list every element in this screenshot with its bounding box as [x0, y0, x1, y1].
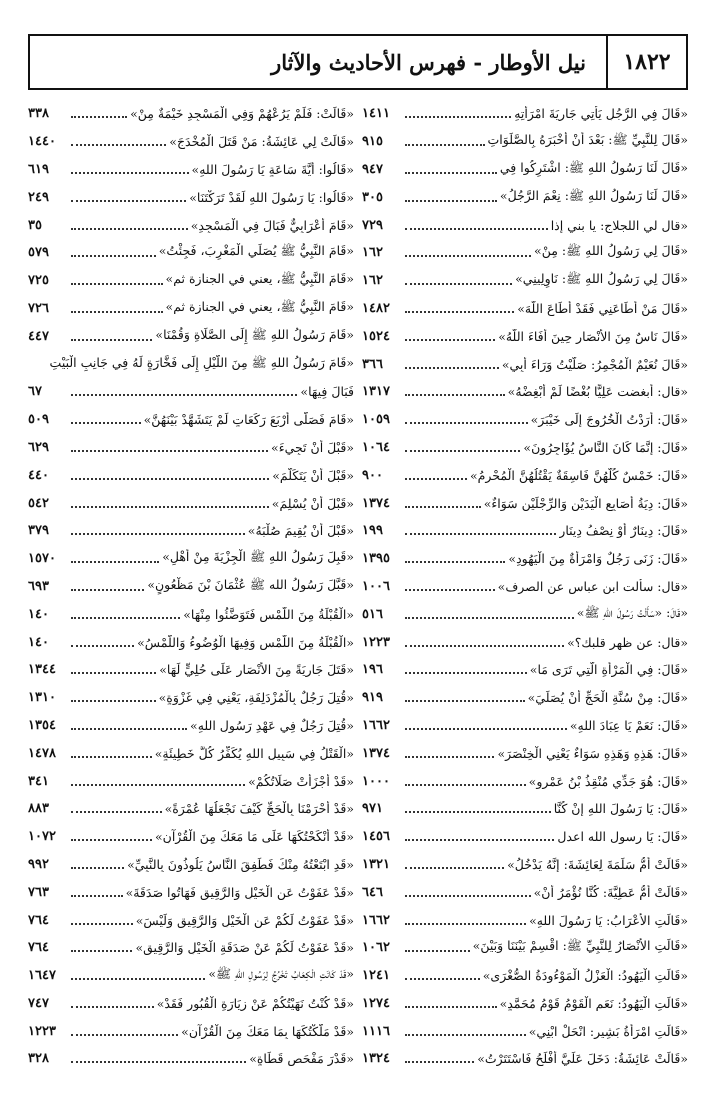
- index-entry: [362, 545, 688, 573]
- entry-page-number: ١٦٢: [362, 273, 383, 289]
- entry-page-number: ٣٠٥: [362, 189, 383, 205]
- entry-page-number: ٦٤٦: [362, 884, 383, 900]
- entry-page-number: ٩١٩: [362, 690, 383, 706]
- entry-page-number: ١٢٤١: [362, 968, 390, 984]
- entry-page-number: ٣٥: [28, 217, 42, 233]
- entry-page-number: ٩٧١: [362, 801, 383, 817]
- entry-page-number: ١٤٤٠: [28, 134, 56, 150]
- index-entry: [362, 295, 688, 323]
- dot-leader: [405, 616, 574, 619]
- index-entry: [362, 656, 688, 684]
- dot-leader: [405, 894, 531, 897]
- entry-text: «قَالَ: مِنْ سُنَّةِ الْحَجِّ أَنْ يُصَلِّيَ»: [527, 690, 688, 706]
- entry-text: «قَدْ عَفَوْتُ عَنِ الْخَيْلِ وَالرَّقِيقِ فَهَاتُوا صَدَقَةَ»: [125, 884, 354, 900]
- entry-text: «قَالَتِ الْيَهُودُ: نَعَمِ الْقَوْمُ قَوْمُ مُحَمَّدٍ»: [499, 995, 688, 1011]
- dot-leader: [71, 560, 159, 563]
- dot-leader: [405, 532, 556, 535]
- entry-page-number: ١٦٦٢: [362, 717, 390, 733]
- entry-text: «قَامَ النَّبِيُّ ﷺ، يعني في الجنازة ثم»: [165, 298, 354, 314]
- index-entry: [28, 517, 354, 545]
- entry-text: «قَدْرَ مَفْحَصِ قَطَاةٍ»: [249, 1051, 354, 1067]
- dot-leader: [71, 727, 187, 730]
- entry-page-number: ١٣٩٥: [362, 551, 390, 567]
- entry-text: «قَامَ رَسُولُ اللهِ ﷺ إِلَى الصَّلَاةِ وَقُمْنَا»: [155, 326, 354, 342]
- index-entry: [28, 990, 354, 1018]
- index-entry: [362, 156, 688, 184]
- page-title: نيل الأوطار - فهرس الأحاديث والآثار: [271, 49, 586, 75]
- entry-page-number: ١٢٢٣: [362, 634, 390, 650]
- entry-page-number: ١٤٥٦: [362, 829, 390, 845]
- entry-text: «قال لي اللجلاج: يا بني إذا: [550, 217, 688, 233]
- index-entry: [28, 378, 354, 406]
- index-entry: [362, 378, 688, 406]
- index-entry: [362, 851, 688, 879]
- entry-page-number: ١٣١٧: [362, 384, 390, 400]
- index-entry: [28, 712, 354, 740]
- dot-leader: [71, 338, 152, 341]
- dot-leader: [405, 505, 481, 508]
- entry-page-number: ٣٤١: [28, 773, 49, 789]
- dot-leader: [71, 949, 132, 952]
- index-entry: [362, 684, 688, 712]
- index-entry: [362, 712, 688, 740]
- entry-text: «قَالَتْ عَائِشَةُ: دَخَلَ عَلَيَّ أَفْلَحُ فَاسْتَتَرْتُ»: [477, 1051, 688, 1067]
- entry-page-number: ٨٨٣: [28, 801, 49, 817]
- dot-leader: [71, 977, 205, 980]
- dot-leader: [405, 699, 525, 702]
- dot-leader: [405, 727, 567, 730]
- entry-page-number: ٥٤٢: [28, 495, 49, 511]
- entry-text: «قَالَ لَنَا رَسُولُ اللهِ ﷺ: نِعْمَ الرَّجُلُ»: [499, 187, 688, 203]
- index-entry: [362, 906, 688, 934]
- index-entry: [28, 851, 354, 879]
- entry-page-number: ٢٤٩: [28, 189, 49, 205]
- index-entry: [362, 934, 688, 962]
- entry-page-number: ١٤٧٨: [28, 745, 56, 761]
- entry-text: «قَالُوا: أَيَّةَ سَاعَةٍ يَا رَسُولَ اللهِ»: [191, 161, 354, 177]
- entry-page-number: ١٥٧٠: [28, 551, 56, 567]
- entry-text: «قَالَتْ لِي عَائِشَةُ: مَنْ قَتَلَ الْمُخْدَجَ»: [169, 134, 354, 150]
- page-number: ١٨٢٢: [606, 36, 686, 88]
- entry-page-number: ٧٢٥: [28, 273, 49, 289]
- entry-page-number: ٧٢٩: [362, 217, 383, 233]
- entry-page-number: ١٠٧٢: [28, 829, 56, 845]
- index-entry: [362, 239, 688, 267]
- dot-leader: [71, 310, 163, 313]
- entry-text: «قَالَ لَنَا رَسُولُ اللهِ ﷺ: اشْتَرِكُوا فِي: [499, 159, 688, 175]
- entry-text: «قَالَ مَنْ أَطَاعَنِي فَقَدْ أَطَاعَ اللَّهَ»: [517, 300, 688, 316]
- entry-text: «قَالَ نَاسٌ مِنَ الأَنْصَارِ حِينَ أَفَاءَ اللَّهُ»: [498, 328, 688, 344]
- entry-text: «قَالَ: زَنَى رَجُلٌ وَامْرَأَةٌ مِنَ الْيَهُودِ»: [508, 551, 688, 567]
- dot-leader: [71, 616, 180, 619]
- entry-page-number: ١٩٦: [362, 662, 383, 678]
- index-entry: [28, 739, 354, 767]
- entry-page-number: ١٣٢١: [362, 856, 390, 872]
- entry-text: «قَالُوا: يَا رَسُولَ اللهِ لَقَدْ تَرَكْتَنَا»: [189, 189, 354, 205]
- index-entry: [362, 350, 688, 378]
- dot-leader: [405, 477, 467, 480]
- dot-leader: [405, 1033, 526, 1036]
- entry-text: «قَدْ عَفَوْتُ لَكُمْ عَنْ صَدَقَةِ الْخَيْلِ وَالرَّقِيقِ»: [135, 940, 354, 956]
- index-entry: [362, 128, 688, 156]
- dot-leader: [71, 254, 156, 257]
- entry-page-number: ٩١٥: [362, 134, 383, 150]
- entry-text: «قُتِلَ رَجُلٌ بِالْمُزْدَلِفَةِ، يَعْنِي فِي غَزْوَةٍ»: [158, 690, 354, 706]
- index-entry: [28, 406, 354, 434]
- index-entry: [362, 517, 688, 545]
- index-entry: [362, 183, 688, 211]
- index-entry: [362, 100, 688, 128]
- index-entry: [28, 100, 354, 128]
- dot-leader: [71, 532, 245, 535]
- index-entry: [28, 906, 354, 934]
- dot-leader: [405, 393, 505, 396]
- entry-text: «قَالَ: «سَأَلْتُ رَسُولَ اللهِ ﷺ»: [576, 604, 688, 620]
- entry-page-number: ١٣٤٤: [28, 662, 56, 678]
- entry-page-number: ٦٢٩: [28, 439, 49, 455]
- dot-leader: [405, 949, 470, 952]
- index-entry: [28, 489, 354, 517]
- entry-text: «قَبَّلَ رَسُولُ الله ﷺ عُثْمَانَ بْنَ مَظْعُونٍ»: [147, 576, 354, 592]
- entry-page-number: ٧٦٤: [28, 912, 49, 928]
- entry-page-number: ١٦٢: [362, 245, 383, 261]
- dot-leader: [405, 783, 526, 786]
- index-entry: [362, 878, 688, 906]
- index-entry: [28, 239, 354, 267]
- entry-text: «قَدْ عَفَوْتُ لَكُمْ عَنِ الْخَيْلِ وَالرَّقِيقِ وَلَيْسَ»: [135, 912, 354, 928]
- dot-leader: [71, 477, 269, 480]
- index-entry: [362, 962, 688, 990]
- dot-leader: [405, 310, 514, 313]
- dot-leader: [405, 115, 511, 118]
- entry-page-number: ٥٠٩: [28, 412, 49, 428]
- entry-page-number: ٧٢٦: [28, 300, 49, 316]
- entry-text: «قَامَ أَعْرَابِيٌّ فَبَالَ فِي الْمَسْجِدِ»: [190, 217, 354, 233]
- entry-text: «قَتَلَ جَارِيَةً مِنَ الأَنْصَارِ عَلَى حُلِيٍّ لَهَا»: [159, 662, 354, 678]
- entry-page-number: ١٤٠: [28, 634, 49, 650]
- dot-leader: [71, 115, 127, 118]
- entry-page-number: ١٤٠: [28, 606, 49, 622]
- entry-text: «قَالَ: هُوَ جَدِّي مُنْقِذُ بْنُ عَمْرٍو»: [528, 773, 688, 789]
- entry-page-number: ١٦٤٧: [28, 968, 56, 984]
- dot-leader: [405, 560, 505, 563]
- dot-leader: [71, 644, 134, 647]
- entry-page-number: ١٥٢٤: [362, 328, 390, 344]
- index-entry: [28, 267, 354, 295]
- entry-page-number: ١٠٦٢: [362, 940, 390, 956]
- entry-page-number: ٣٢٨: [28, 1051, 49, 1067]
- entry-text: «قَدْ أَجْزَأَتْ صَلَاتُكُمْ»: [248, 773, 354, 789]
- entry-text: «قَامَ رَسُولُ اللهِ ﷺ مِنَ اللَّيْلِ إِلَى فَخَّارَةٍ لَهُ فِي جَانِبِ الْبَيْتِ: [49, 354, 354, 370]
- index-entry: [28, 656, 354, 684]
- page-header: [28, 34, 688, 90]
- entry-text: «الْقُبْلَةُ مِنَ اللَّمْسِ وَفِيهَا الْوُضُوءُ وَاللَّمْسُ»: [137, 634, 354, 650]
- entry-page-number: ١١١٦: [362, 1023, 390, 1039]
- index-entry: [362, 211, 688, 239]
- index-entry: [362, 573, 688, 601]
- dot-leader: [71, 199, 186, 202]
- dot-leader: [71, 421, 141, 424]
- index-entry: [28, 434, 354, 462]
- entry-page-number: ١٠٦٤: [362, 439, 390, 455]
- entry-text: «قَامَ النَّبِيُّ ﷺ يُصَلِّي الْمَغْرِبَ، فَجِئْتُ»: [158, 243, 354, 259]
- entry-page-number: ٦٧: [28, 384, 42, 400]
- dot-leader: [405, 866, 504, 869]
- index-columns: [28, 100, 688, 1073]
- dot-leader: [405, 922, 526, 925]
- entry-text: «قَبْلَ أَنْ يُسْلِمَ»: [271, 495, 354, 511]
- entry-text: «قَامَ النَّبِيُّ ﷺ، يعني في الجنازة ثم»: [165, 271, 354, 287]
- dot-leader: [405, 671, 527, 674]
- entry-text: فَبَالَ فِيهَا»: [300, 384, 354, 400]
- entry-page-number: ١٣١٠: [28, 690, 56, 706]
- dot-leader: [405, 1005, 497, 1008]
- index-entry: [28, 461, 354, 489]
- dot-leader: [71, 1060, 246, 1063]
- entry-page-number: ١٣٥٤: [28, 717, 56, 733]
- entry-page-number: ٣٦٦: [362, 356, 383, 372]
- entry-text: «الْقَتْلُ فِي سَبِيلِ اللهِ يُكَفِّرُ كُلَّ خَطِيئَةٍ»: [154, 745, 354, 761]
- entry-text: «قَبْلَ أَنْ تَجِيءَ»: [271, 439, 354, 455]
- index-entry: [362, 990, 688, 1018]
- index-entry: [362, 600, 688, 628]
- entry-text: «قَالَ: هَذِهِ وَهَذِهِ سَوَاءٌ يَعْنِي الْخِنْصَرَ»: [497, 745, 688, 761]
- dot-leader: [405, 143, 485, 146]
- index-entry: [28, 183, 354, 211]
- entry-page-number: ٥١٦: [362, 606, 383, 622]
- dot-leader: [71, 810, 162, 813]
- entry-page-number: ٦٩٣: [28, 578, 49, 594]
- dot-leader: [405, 810, 551, 813]
- index-entry: [28, 878, 354, 906]
- entry-page-number: ١٣٢٤: [362, 1051, 390, 1067]
- dot-leader: [405, 588, 495, 591]
- index-entry: [362, 1045, 688, 1073]
- dot-leader: [71, 783, 245, 786]
- entry-text: «قَالَ لِي رَسُولُ اللهِ ﷺ: مِنْ»: [534, 243, 688, 259]
- index-entry: [362, 406, 688, 434]
- entry-page-number: ٦١٩: [28, 161, 49, 177]
- index-entry: [28, 211, 354, 239]
- left-column: [28, 100, 354, 1073]
- dot-leader: [71, 755, 152, 758]
- index-entry: [28, 128, 354, 156]
- entry-page-number: ٣٧٩: [28, 523, 49, 539]
- index-entry: [28, 350, 354, 378]
- dot-leader: [71, 505, 269, 508]
- entry-page-number: ٤٤٠: [28, 467, 49, 483]
- entry-text: «قَالَ لِي رَسُولُ اللهِ ﷺ: نَاوِلِينِي»: [515, 271, 688, 287]
- entry-text: «قال: عن ظهر قلبك؟»: [567, 634, 688, 650]
- dot-leader: [405, 838, 554, 841]
- entry-text: «الْقُبْلَةُ مِنَ اللَّمْسِ فَتَوَضَّئُوا مِنْهَا»: [183, 606, 354, 622]
- dot-leader: [71, 171, 189, 174]
- index-entry: [28, 156, 354, 184]
- dot-leader: [71, 671, 156, 674]
- dot-leader: [71, 894, 123, 897]
- dot-leader: [405, 421, 528, 424]
- entry-text: «قَالَ لِلنَّبِيِّ ﷺ: بَعْدَ أَنْ أَخْبَرَهُ بِالصَّلَوَاتِ: [487, 132, 688, 148]
- index-entry: [362, 434, 688, 462]
- entry-text: «قَبْلَ أَنْ يُقِيمَ صُلْبَهُ»: [247, 523, 354, 539]
- dot-leader: [405, 282, 512, 285]
- dot-leader: [71, 449, 268, 452]
- entry-page-number: ١٤٨٢: [362, 300, 390, 316]
- dot-leader: [71, 866, 124, 869]
- entry-text: «قَالَتِ الأَعْرَابُ: يَا رَسُولَ اللهِ»: [529, 912, 688, 928]
- dot-leader: [71, 143, 166, 146]
- index-entry: [28, 1017, 354, 1045]
- entry-text: «قَالَ: فِي الْمَرْأَةِ الَّتِي تَرَى مَا»: [529, 662, 688, 678]
- entry-text: «قَالَ: نَعَمْ يَا عِبَادَ اللهِ»: [569, 717, 688, 733]
- entry-text: «قَالَ نُعَيْمٌ الْمُجْمِرُ: صَلَّيْتُ وَرَاءَ أَبِي»: [501, 356, 688, 372]
- entry-page-number: ٩٠٠: [362, 467, 383, 483]
- dot-leader: [405, 338, 495, 341]
- dot-leader: [71, 588, 144, 591]
- entry-text: «قَالَ: أَرَدْتُ الْخُرُوجَ إِلَى خَيْبَرَ»: [530, 412, 688, 428]
- entry-text: «قَالَتِ الْيَهُودُ: الْعَزْلُ الْمَوْءُودَةُ الصُّغْرَى»: [482, 968, 688, 984]
- entry-page-number: ١٠٠٦: [362, 578, 390, 594]
- dot-leader: [71, 838, 152, 841]
- entry-text: «قال: سألت ابن عباس عن الصرف»: [497, 578, 688, 594]
- dot-leader: [71, 1005, 154, 1008]
- dot-leader: [71, 1033, 178, 1036]
- entry-text: «قَامَ فَصَلَّى أَرْبَعَ رَكَعَاتٍ لَمْ يَتَشَهَّدْ بَيْنَهُنَّ»: [143, 412, 354, 428]
- index-entry: [28, 934, 354, 962]
- index-entry: [28, 295, 354, 323]
- entry-text: «قَدْ أَنْكَحْتُكَهَا عَلَى مَا مَعَكَ مِنَ الْقُرْآنِ»: [155, 829, 354, 845]
- index-entry: [28, 962, 354, 990]
- entry-page-number: ١٢٧٤: [362, 995, 390, 1011]
- index-entry: [28, 600, 354, 628]
- dot-leader: [71, 922, 133, 925]
- entry-text: «قَالَ: دِيَةُ أَصَابِعِ الْيَدَيْنِ وَالرِّجْلَيْنِ سَوَاءٌ»: [483, 495, 688, 511]
- entry-text: «قَالَ: خَمْسٌ كُلُّهُنَّ فَاسِقَةٌ يَقْتُلُهُنَّ الْمُحْرِمُ»: [470, 467, 688, 483]
- entry-text: «قَبِلَ رَسُولُ اللهِ ﷺ الْجِزْيَةَ مِنْ أَهْلِ»: [162, 549, 354, 565]
- entry-text: «قال: أبغضت عَلِيًّا بُغْضًا لَمْ أُبْغِضْهُ»: [507, 384, 688, 400]
- dot-leader: [71, 227, 188, 230]
- dot-leader: [405, 644, 564, 647]
- index-entry: [28, 573, 354, 601]
- entry-text: «قَبْلَ أَنْ يَتَكَلَّمَ»: [272, 467, 354, 483]
- entry-page-number: ١٣٧٤: [362, 745, 390, 761]
- dot-leader: [405, 254, 531, 257]
- entry-page-number: ٥٧٩: [28, 245, 49, 261]
- index-entry: [362, 795, 688, 823]
- entry-page-number: ٩٩٢: [28, 856, 49, 872]
- index-entry: [28, 628, 354, 656]
- entry-page-number: ١٤١١: [362, 106, 390, 122]
- right-column: [362, 100, 688, 1073]
- index-entry: [28, 1045, 354, 1073]
- entry-text: «قَدْ كُنْتُ نَهَيْتُكُمْ عَنْ زِيَارَةِ الْقُبُورِ فَقَدْ»: [156, 995, 354, 1011]
- dot-leader: [71, 699, 156, 702]
- dot-leader: [405, 755, 494, 758]
- dot-leader: [405, 977, 480, 980]
- entry-text: «قَدِ ابْتَعْتُهُ مِنْكَ فَطَفِقَ النَّاسُ يَلُوذُونَ بِالنَّبِيِّ»: [127, 856, 354, 872]
- index-entry: [28, 823, 354, 851]
- entry-text: «قَالَ: يَا رسول الله اعدل: [557, 829, 688, 845]
- entry-text: «قَالَ فِي الرَّجُلِ يَأْتِي جَارِيَةَ امْرَأَتِهِ: [514, 106, 688, 122]
- index-entry: [28, 322, 354, 350]
- index-entry: [362, 767, 688, 795]
- index-entry: [28, 545, 354, 573]
- dot-leader: [405, 199, 497, 202]
- index-entry: [28, 684, 354, 712]
- entry-page-number: ٧٦٣: [28, 884, 49, 900]
- dot-leader: [405, 171, 497, 174]
- entry-page-number: ١٦٦٢: [362, 912, 390, 928]
- entry-page-number: ١٠٥٩: [362, 412, 390, 428]
- entry-page-number: ٩٤٧: [362, 161, 383, 177]
- entry-text: «قَدْ مَلَّكْتُكَهَا بِمَا مَعَكَ مِنَ الْقُرْآنِ»: [181, 1023, 354, 1039]
- entry-page-number: ٧٦٤: [28, 940, 49, 956]
- index-entry: [362, 267, 688, 295]
- entry-page-number: ١٠٠٠: [362, 773, 390, 789]
- entry-text: «قَدْ كَانَتِ الْكِعَابُ تَخْرُجُ لِرَسُولِ اللهِ ﷺ»: [208, 966, 354, 982]
- index-entry: [362, 1017, 688, 1045]
- dot-leader: [405, 227, 548, 230]
- entry-text: «قَالَتْ أُمُّ سَلَمَةَ لِعَائِشَةَ: إِنَّهُ يَدْخُلُ»: [507, 856, 688, 872]
- entry-text: «قَالَ: إِنَّمَا كَانَ النَّاسُ يُؤَاجِرُونَ»: [523, 439, 688, 455]
- dot-leader: [71, 393, 297, 396]
- dot-leader: [71, 282, 163, 285]
- index-entry: [362, 823, 688, 851]
- index-entry: [362, 489, 688, 517]
- index-entry: [28, 795, 354, 823]
- entry-page-number: ١٣٧٤: [362, 495, 390, 511]
- entry-text: «قَالَتْ أُمُّ عَطِيَّةَ: كُنَّا نُؤْمَرُ أَنْ»: [533, 884, 688, 900]
- dot-leader: [405, 449, 520, 452]
- entry-text: «قَالَ: يَا رَسُولَ اللهِ إِنْ كُنَّا: [553, 801, 688, 817]
- entry-page-number: ٤٤٧: [28, 328, 49, 344]
- entry-text: «قَالَتِ الأَنْصَارُ لِلنَّبِيِّ ﷺ: اقْسِمْ بَيْنَنَا وَبَيْنَ»: [472, 938, 688, 954]
- entry-text: «قَالَتِ امْرَأَةُ بَشِيرٍ: انْحَلْ ابْنِي»: [528, 1023, 688, 1039]
- entry-page-number: ١٢٢٣: [28, 1023, 56, 1039]
- entry-text: «قَالَ: دِينَارٌ أَوْ نِصْفُ دِينَارٍ: [559, 523, 688, 539]
- index-entry: [362, 461, 688, 489]
- entry-text: «قَالَتْ: فَلَمْ يَرُعْهُمْ وَفِي الْمَسْجِدِ خَيْمَةٌ مِنْ»: [130, 106, 354, 122]
- dot-leader: [405, 1060, 474, 1063]
- dot-leader: [405, 366, 499, 369]
- entry-page-number: ٧٤٧: [28, 995, 49, 1011]
- entry-page-number: ٣٣٨: [28, 106, 49, 122]
- entry-text: «قَدْ أَحْرَمْنَا بِالْحَجِّ كَيْفَ نَجْعَلُهَا عُمْرَةً»: [164, 801, 354, 817]
- index-entry: [362, 739, 688, 767]
- entry-page-number: ١٩٩: [362, 523, 383, 539]
- index-entry: [362, 628, 688, 656]
- index-entry: [28, 767, 354, 795]
- index-entry: [362, 322, 688, 350]
- entry-text: «قُتِلَ رَجُلٌ فِي عَهْدِ رَسُولِ اللهِ»: [190, 717, 354, 733]
